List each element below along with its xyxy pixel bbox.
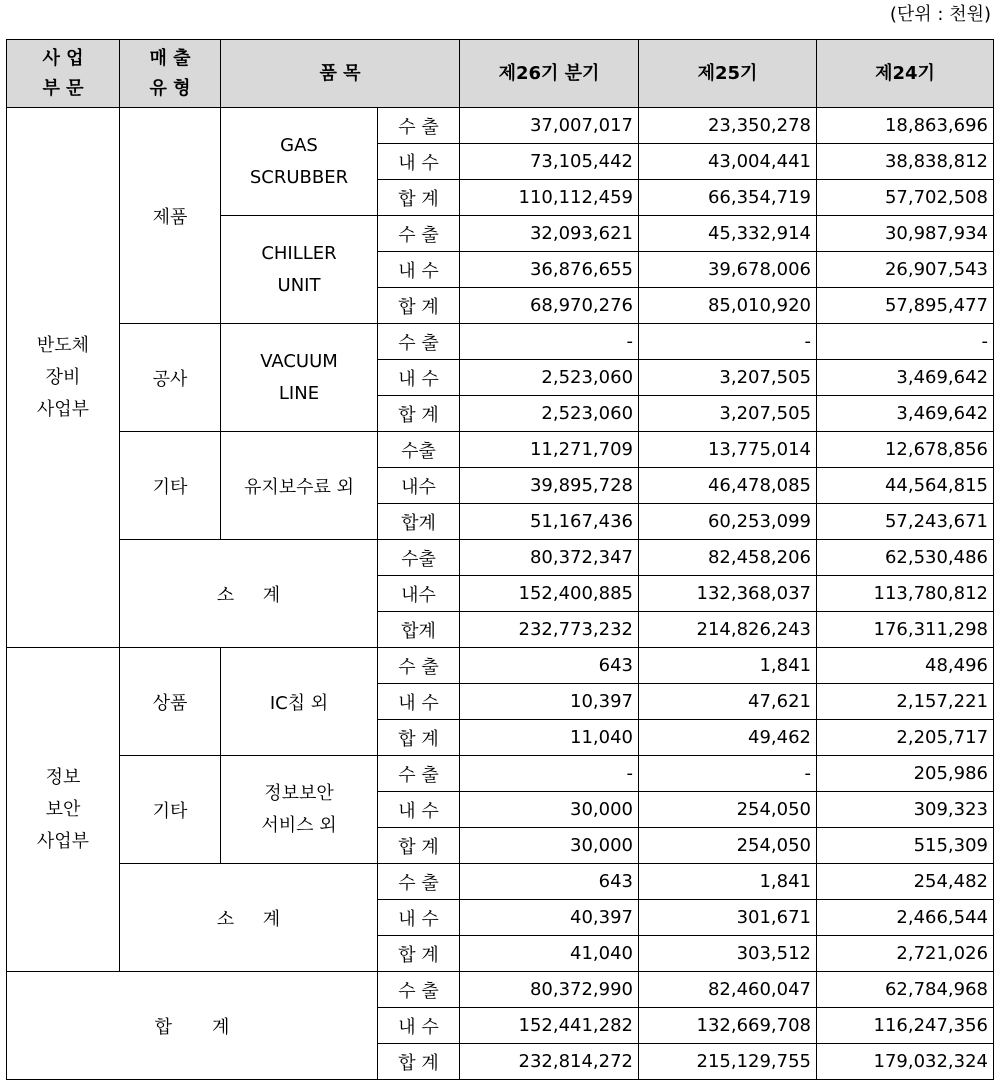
value-p25: 13,775,014 (639, 432, 817, 468)
item-infosec-line1: 정보보안 (264, 782, 334, 804)
sub-type: 수 출 (378, 864, 460, 900)
item-infosec-line2: 서비스 외 (261, 814, 337, 836)
value-p26: 41,040 (460, 936, 639, 972)
table-row (7, 756, 994, 792)
value-p25: 60,253,099 (639, 504, 817, 540)
sub-type: 내 수 (378, 792, 460, 828)
value-p26: - (460, 324, 639, 360)
value-p26: 80,372,990 (460, 972, 639, 1008)
type-other: 기타 (120, 432, 221, 540)
sub-type: 합 계 (378, 288, 460, 324)
item-gas-line1: GAS (280, 134, 318, 156)
value-p26: 2,523,060 (460, 360, 639, 396)
item-gas-scrubber (221, 108, 378, 216)
type-product: 제품 (120, 108, 221, 324)
header-period-26: 제26기 분기 (460, 40, 639, 108)
sub-type: 수 출 (378, 108, 460, 144)
header-period-25: 제25기 (639, 40, 817, 108)
sub-type: 합계 (378, 504, 460, 540)
sub-type: 내 수 (378, 1008, 460, 1044)
value-p24: 2,205,717 (817, 720, 994, 756)
header-period-24: 제24기 (817, 40, 994, 108)
type-construction: 공사 (120, 324, 221, 432)
value-p26: 11,040 (460, 720, 639, 756)
sub-type: 합 계 (378, 828, 460, 864)
value-p26: 11,271,709 (460, 432, 639, 468)
table-row (7, 864, 994, 900)
header-sales-type (120, 40, 221, 108)
value-p26: 232,773,232 (460, 612, 639, 648)
value-p24: 57,895,477 (817, 288, 994, 324)
segment-security-line3: 사업부 (36, 830, 90, 852)
sub-type: 수 출 (378, 216, 460, 252)
sub-type: 합 계 (378, 936, 460, 972)
sub-type: 수출 (378, 432, 460, 468)
value-p26: 30,000 (460, 792, 639, 828)
value-p25: 43,004,441 (639, 144, 817, 180)
sub-type: 합 계 (378, 720, 460, 756)
value-p26: 73,105,442 (460, 144, 639, 180)
table-row (7, 324, 994, 360)
sub-type: 내 수 (378, 144, 460, 180)
value-p25: 82,458,206 (639, 540, 817, 576)
item-gas-line2: SCRUBBER (249, 166, 349, 188)
value-p25: 215,129,755 (639, 1044, 817, 1080)
value-p25: 254,050 (639, 828, 817, 864)
value-p24: 57,243,671 (817, 504, 994, 540)
sub-type: 합 계 (378, 396, 460, 432)
value-p25: 3,207,505 (639, 396, 817, 432)
value-p26: 80,372,347 (460, 540, 639, 576)
item-ic-chip: IC칩 외 (221, 648, 378, 756)
table-row (7, 972, 994, 1008)
value-p25: 82,460,047 (639, 972, 817, 1008)
table-row (7, 540, 994, 576)
value-p24: 48,496 (817, 648, 994, 684)
item-chiller-unit (221, 216, 378, 324)
value-p26: 10,397 (460, 684, 639, 720)
value-p26: 68,970,276 (460, 288, 639, 324)
value-p25: 39,678,006 (639, 252, 817, 288)
header-row (7, 40, 994, 108)
value-p24: - (817, 324, 994, 360)
value-p24: 2,466,544 (817, 900, 994, 936)
value-p24: 116,247,356 (817, 1008, 994, 1044)
segment-semiconductor-line2: 장비 (45, 366, 81, 388)
header-sales-type-line2: 유 형 (149, 77, 191, 99)
value-p24: 254,482 (817, 864, 994, 900)
item-chiller-line2: UNIT (277, 274, 321, 296)
header-item: 품 목 (221, 40, 460, 108)
value-p26: 232,814,272 (460, 1044, 639, 1080)
subtotal-semiconductor: 소 계 (120, 540, 378, 648)
value-p26: 32,093,621 (460, 216, 639, 252)
value-p25: 132,669,708 (639, 1008, 817, 1044)
value-p24: 26,907,543 (817, 252, 994, 288)
sub-type: 합 계 (378, 180, 460, 216)
value-p24: 515,309 (817, 828, 994, 864)
value-p25: - (639, 756, 817, 792)
item-vacuum-line1: VACUUM (260, 350, 338, 372)
value-p24: 18,863,696 (817, 108, 994, 144)
value-p26: 643 (460, 648, 639, 684)
value-p24: 38,838,812 (817, 144, 994, 180)
sub-type: 내 수 (378, 252, 460, 288)
value-p24: 179,032,324 (817, 1044, 994, 1080)
header-segment (7, 40, 120, 108)
value-p25: 46,478,085 (639, 468, 817, 504)
sub-type: 내수 (378, 468, 460, 504)
sub-type: 내 수 (378, 360, 460, 396)
table-row (7, 432, 994, 468)
grand-total: 합 계 (7, 972, 378, 1080)
value-p26: 30,000 (460, 828, 639, 864)
value-p24: 44,564,815 (817, 468, 994, 504)
header-sales-type-line1: 매 출 (149, 47, 191, 69)
item-vacuum-line2: LINE (278, 382, 320, 404)
segment-semiconductor-line1: 반도체 (36, 334, 90, 356)
value-p25: 254,050 (639, 792, 817, 828)
segment-security-line2: 보안 (45, 798, 81, 820)
type-goods: 상품 (120, 648, 221, 756)
value-p26: 643 (460, 864, 639, 900)
value-p26: - (460, 756, 639, 792)
segment-semiconductor (7, 108, 120, 648)
value-p24: 176,311,298 (817, 612, 994, 648)
value-p25: 132,368,037 (639, 576, 817, 612)
segment-security-line1: 정보 (45, 766, 81, 788)
header-segment-line1: 사 업 (42, 47, 84, 69)
sub-type: 수 출 (378, 648, 460, 684)
sub-type: 내수 (378, 576, 460, 612)
value-p25: 85,010,920 (639, 288, 817, 324)
value-p24: 3,469,642 (817, 396, 994, 432)
value-p25: 3,207,505 (639, 360, 817, 396)
value-p25: 1,841 (639, 648, 817, 684)
table-row (7, 108, 994, 144)
value-p25: 45,332,914 (639, 216, 817, 252)
subtotal-security: 소 계 (120, 864, 378, 972)
value-p25: 301,671 (639, 900, 817, 936)
unit-label: (단위 : 천원) (889, 4, 991, 25)
sub-type: 수 출 (378, 756, 460, 792)
value-p26: 110,112,459 (460, 180, 639, 216)
sales-table (6, 39, 994, 1080)
value-p24: 62,784,968 (817, 972, 994, 1008)
sub-type: 수 출 (378, 324, 460, 360)
value-p25: - (639, 324, 817, 360)
segment-security (7, 648, 120, 972)
value-p24: 205,986 (817, 756, 994, 792)
value-p25: 303,512 (639, 936, 817, 972)
value-p26: 51,167,436 (460, 504, 639, 540)
sub-type: 합 계 (378, 1044, 460, 1080)
sub-type: 내 수 (378, 684, 460, 720)
value-p26: 37,007,017 (460, 108, 639, 144)
value-p25: 49,462 (639, 720, 817, 756)
value-p24: 62,530,486 (817, 540, 994, 576)
value-p24: 57,702,508 (817, 180, 994, 216)
value-p24: 2,157,221 (817, 684, 994, 720)
sub-type: 수 출 (378, 972, 460, 1008)
value-p24: 2,721,026 (817, 936, 994, 972)
value-p24: 3,469,642 (817, 360, 994, 396)
value-p25: 1,841 (639, 864, 817, 900)
item-vacuum-line (221, 324, 378, 432)
item-chiller-line1: CHILLER (261, 242, 337, 264)
value-p24: 12,678,856 (817, 432, 994, 468)
item-infosec-service (221, 756, 378, 864)
sub-type: 합계 (378, 612, 460, 648)
sub-type: 내 수 (378, 900, 460, 936)
value-p25: 214,826,243 (639, 612, 817, 648)
value-p26: 152,441,282 (460, 1008, 639, 1044)
value-p26: 39,895,728 (460, 468, 639, 504)
type-other-security: 기타 (120, 756, 221, 864)
value-p26: 2,523,060 (460, 396, 639, 432)
value-p25: 23,350,278 (639, 108, 817, 144)
value-p26: 40,397 (460, 900, 639, 936)
sub-type: 수출 (378, 540, 460, 576)
value-p26: 36,876,655 (460, 252, 639, 288)
item-maintenance: 유지보수료 외 (221, 432, 378, 540)
table-row (7, 648, 994, 684)
segment-semiconductor-line3: 사업부 (36, 398, 90, 420)
value-p24: 113,780,812 (817, 576, 994, 612)
value-p26: 152,400,885 (460, 576, 639, 612)
value-p24: 309,323 (817, 792, 994, 828)
header-segment-line2: 부 문 (42, 77, 84, 99)
value-p25: 47,621 (639, 684, 817, 720)
value-p25: 66,354,719 (639, 180, 817, 216)
value-p24: 30,987,934 (817, 216, 994, 252)
